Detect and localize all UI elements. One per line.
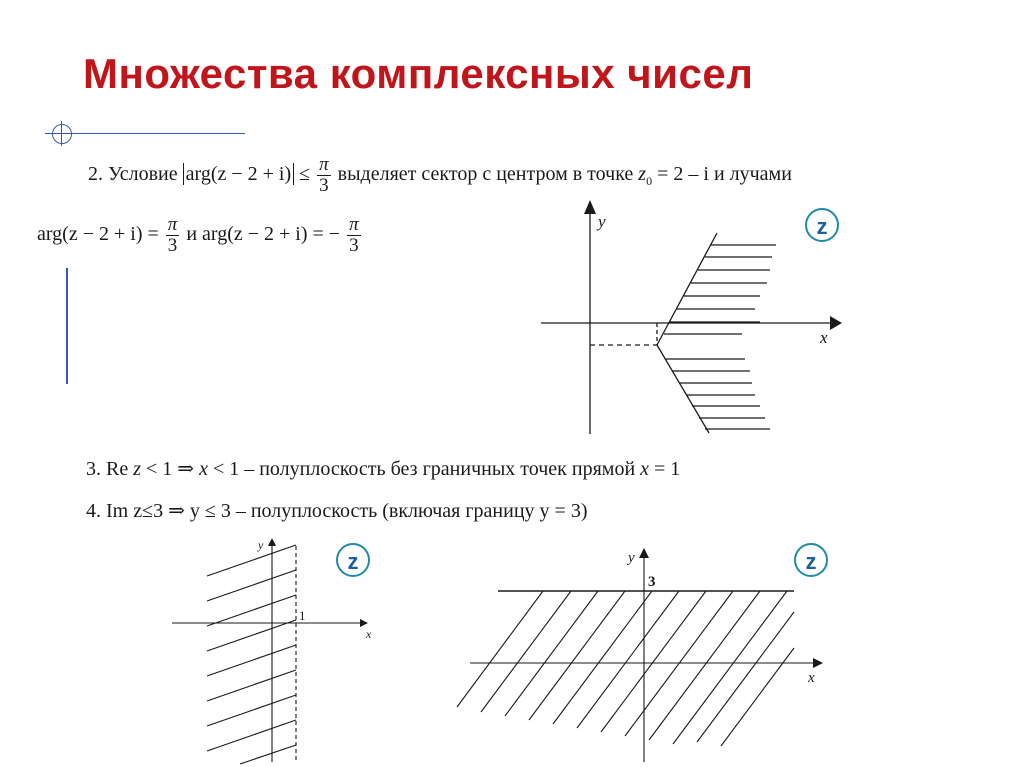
implies-icon: ⇒ [168, 500, 185, 522]
item3-x2: x [640, 458, 650, 480]
item2-fraction: $\frac{\pi}{3}$ [319, 154, 329, 196]
graph3-hatching [457, 591, 794, 746]
item3-number: 3. [86, 458, 101, 480]
item2-number: 2. [88, 163, 103, 186]
z-badge-3: z [794, 543, 828, 577]
graph3-y-arrow [639, 548, 649, 558]
implies-icon: ⇒ [177, 458, 195, 480]
item2-ray2: arg(z − 2 + i) = − [202, 223, 341, 246]
graph3-x-arrow [813, 658, 823, 668]
graph2-tick-1: 1 [299, 608, 306, 623]
item2-and-rays: и лучами [713, 163, 792, 186]
item4-im: Im z≤3 [106, 500, 164, 522]
item2-z0: z [638, 163, 647, 186]
z-badge-1: z [805, 208, 839, 242]
graph2-x-label: x [366, 627, 372, 641]
item3-re: Re [106, 458, 129, 480]
item2-ray2-fraction: $\frac{\pi}{3}$ [349, 214, 359, 256]
graph1-x-label: x [820, 328, 828, 347]
graph3-y-label: y [628, 550, 635, 566]
graph3-x-label: x [808, 670, 815, 686]
item3-eq: = 1 [654, 458, 681, 480]
item3-z: z [133, 458, 142, 480]
item4-number: 4. [86, 500, 101, 522]
item2-condition-word: Условие [108, 163, 178, 186]
item2-abs-expression: arg(z − 2 + i) [183, 163, 295, 185]
graph1-y-label: y [598, 212, 606, 231]
item2-and: и [186, 223, 198, 246]
z-badge-2: z [336, 543, 370, 577]
item2-line1: 2. Условие arg(z − 2 + i) ≤ $\frac{\pi}{3}$ выделяет сектор с центром в точке $z_0 = 2 - i$ и лучами [88, 154, 792, 196]
item4-text: y ≤ 3 – полуплоскость (включая границу y = 3) [189, 500, 588, 522]
item3-ineq: < 1 [146, 458, 173, 480]
item2-ray1: arg(z − 2 + i) = [37, 223, 159, 246]
item2-text: выделяет сектор с центром в точке [337, 163, 634, 186]
item2-leq: ≤ [299, 163, 311, 186]
item2-ray1-fraction: $\frac{\pi}{3}$ [167, 214, 178, 256]
item3-x: x [199, 458, 208, 480]
graph3-tick-3: 3 [648, 574, 656, 590]
item3-text: < 1 – полуплоскость без граничных точек прямой [212, 458, 636, 480]
graph2-y-label: y [258, 538, 264, 552]
item2-z0-value: = 2 – i [657, 163, 709, 186]
slide-title: Множества комплексных чисел [83, 50, 754, 97]
